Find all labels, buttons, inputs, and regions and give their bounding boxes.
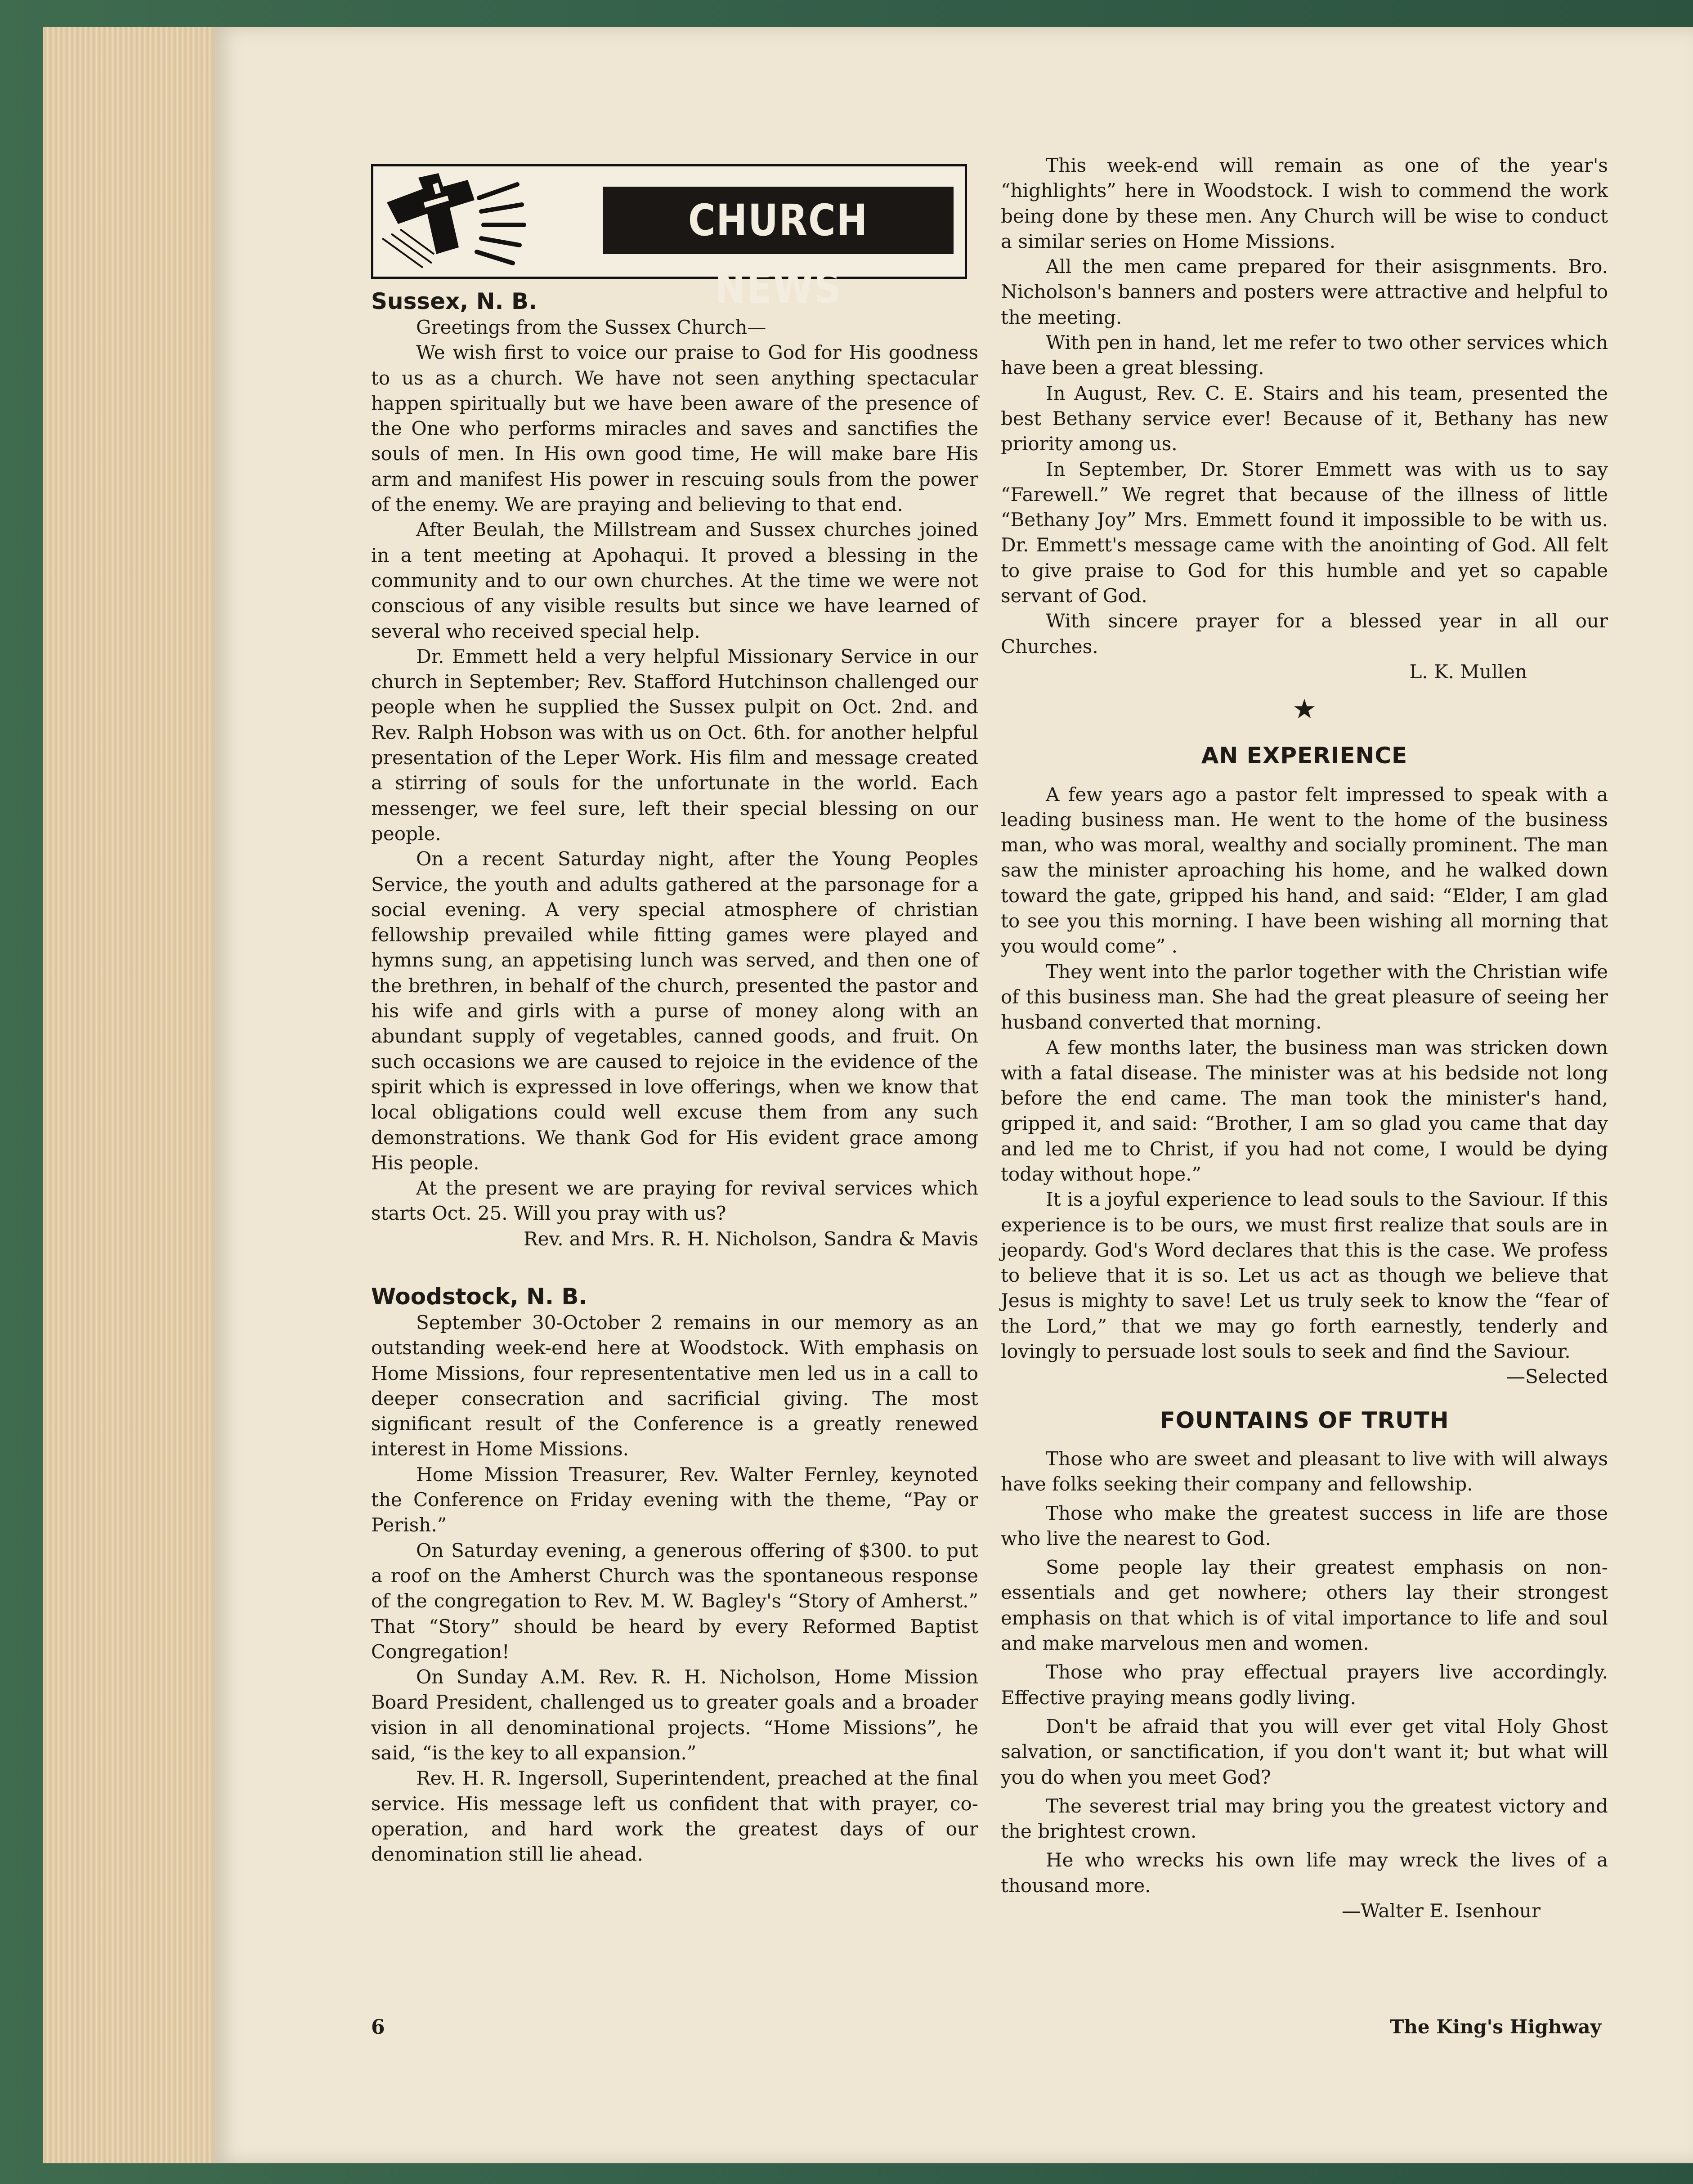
fountains-paragraph: The severest trial may bring you the greatest victory and the brightest crown.: [1001, 1795, 1608, 1843]
sussex-paragraph: We wish first to voice our praise to God for His goodness to us as a church. We have not seen anything spectacular happen spiritually but we have been aware of the presence of the One who performs miracles and saves and sanctifies the souls of men. In His own good time, He will make bare His arm and manifest His power in rescuing souls from the power of the enemy. We are praying and believing to that end.: [371, 341, 978, 516]
woodstock-paragraph: In August, Rev. C. E. Stairs and his team, presented the best Bethany service ever! Because of it, Bethany has new priority among us.: [1001, 382, 1608, 455]
fountains-paragraph: Some people lay their greatest emphasis on non-essentials and get nowhere; others lay their strongest emphasis on that which is of vital importance to life and soul and make marvelous men and women.: [1001, 1556, 1608, 1655]
publication-name: The King's Highway: [1390, 2016, 1601, 2038]
sussex-heading: Sussex, N. B.: [371, 288, 537, 314]
page-number: 6: [371, 2016, 385, 2039]
left-column: [371, 288, 978, 1867]
sussex-paragraph: Dr. Emmett held a very helpful Missionary Service in our church in September; Rev. Stafford Hutchinson challenged our people when he supplied the Sussex pulpit on Oct. 2nd. and Rev. Ralph Hobson was with us on Oct. 6th. for another helpful presentation of the Leper Work. His film and message created a stirring of souls for the unfortunate in the world. Each messenger, we feel sure, left their special blessing on our people.: [371, 645, 978, 845]
fountains-signature: —Walter E. Isenhour: [1341, 1900, 1541, 1922]
fountains-paragraph: He who wrecks his own life may wreck the lives of a thousand more.: [1001, 1849, 1608, 1897]
banner-title: CHURCH NEWS: [688, 195, 869, 313]
right-column: [1001, 153, 1608, 1924]
woodstock-paragraph: With pen in hand, let me refer to two other services which have been a great blessing.: [1001, 331, 1608, 379]
page-edges: [43, 27, 223, 2163]
fountains-paragraph: Those who make the greatest success in life are those who live the nearest to God.: [1001, 1502, 1608, 1549]
sussex-paragraph: After Beulah, the Millstream and Sussex churches joined in a tent meeting at Apohaqui. It proved a blessing in the community and to our own churches. At the time we were not conscious of any visible results but since we have learned of several who received special help.: [371, 519, 978, 642]
woodstock-paragraph: This week-end will remain as one of the year's “highlights” here in Woodstock. I wish to commend the work being done by these men. Any Church will be wise to conduct a similar series on Home Missions.: [1001, 154, 1608, 252]
woodstock-paragraph: On Saturday evening, a generous offering of $300. to put a roof on the Amherst Church was the spontaneous response of the congregation to Rev. M. W. Bagley's “Story of Amherst.” That “Story” should be heard by every Reformed Baptist Congregation!: [371, 1539, 978, 1663]
experience-paragraph: A few years ago a pastor felt impressed to speak with a leading business man. He went to the home of the business man, who was moral, wealthy and socially prominent. The man saw the minister aproaching his home, and he walked down toward the gate, gripped his hand, and said: “Elder, I am glad to see you this morning. I have been wishing all morning that you would come” .: [1001, 783, 1608, 958]
experience-paragraph: They went into the parlor together with the Christian wife of this business man. She had the great pleasure of seeing her husband converted that morning.: [1001, 960, 1608, 1034]
fountains-paragraph: Don't be afraid that you will ever get vital Holy Ghost salvation, or sanctification, if you don't want it; but what will you do when you meet God?: [1001, 1715, 1608, 1788]
star-icon: ★: [1292, 694, 1317, 725]
sussex-paragraph: Greetings from the Sussex Church—: [416, 316, 766, 338]
fountains-heading: FOUNTAINS OF TRUTH: [1160, 1407, 1449, 1433]
woodstock-signature: L. K. Mullen: [1409, 660, 1527, 683]
experience-paragraph: It is a joyful experience to lead souls to the Saviour. If this experience is to be ours, we must first realize that souls are in jeopardy. God's Word declares that this is the case. We profess to believe that it is so. Let us act as though we believe that Jesus is mighty to save! Let us truly seek to know the “fear of the Lord,” that we may go forth earnestly, tenderly and lovingly to persuade lost souls to seek and find the Saviour.: [1001, 1188, 1608, 1363]
woodstock-paragraph: With sincere prayer for a blessed year in all our Churches.: [1001, 610, 1608, 658]
experience-paragraph: A few months later, the business man was stricken down with a fatal disease. The minister was at his bedside not long before the end came. The man took the minister's hand, gripped it, and said: “Brother, I am so glad you came that day and led me to Christ, if you had not come, I would be dying today without hope.”: [1001, 1036, 1608, 1185]
sussex-paragraph: At the present we are praying for revival services which starts Oct. 25. Will you pray with us?: [371, 1177, 978, 1225]
banner-title-box: [603, 187, 954, 313]
sussex-signature: Rev. and Mrs. R. H. Nicholson, Sandra & Mavis: [523, 1227, 978, 1250]
woodstock-paragraph: In September, Dr. Storer Emmett was with us to say “Farewell.” We regret that because of the illness of little “Bethany Joy” Mrs. Emmett found it impossible to be with us. Dr. Emmett's message came with the anointing of God. All felt to give praise to God for this humble and yet so capable servant of God.: [1001, 458, 1608, 607]
experience-credit: —Selected: [1506, 1365, 1608, 1388]
woodstock-heading: Woodstock, N. B.: [371, 1283, 587, 1310]
woodstock-paragraph: September 30-October 2 remains in our memory as an outstanding week-end here at Woodstock. With emphasis on Home Missions, four represententative men led us in a call to deeper consecration and sacrificial giving. The most significant result of the Conference is a greatly renewed interest in Home Missions.: [371, 1311, 978, 1460]
woodstock-paragraph: On Sunday A.M. Rev. R. H. Nicholson, Home Mission Board President, challenged us to greater goals and a broader vision in all denominational projects. “Home Missions”, he said, “is the key to all expansion.”: [371, 1666, 978, 1764]
experience-heading: AN EXPERIENCE: [1201, 743, 1408, 769]
fountains-paragraph: Those who pray effectual prayers live accordingly. Effective praying means godly living.: [1001, 1661, 1608, 1709]
cross-icon: [382, 171, 526, 272]
woodstock-paragraph: All the men came prepared for their asisgnments. Bro. Nicholson's banners and posters were attractive and helpful to the meeting.: [1001, 255, 1608, 328]
sussex-paragraph: On a recent Saturday night, after the Young Peoples Service, the youth and adults gathered at the parsonage for a social evening. A very special atmosphere of christian fellowship prevailed while fitting games were played and hymns sung, an appetising lunch was served, and then one of the brethren, in behalf of the church, presented the pastor and his wife and girls with a purse of money along with an abundant supply of vegetables, canned goods, and fruit. On such occasions we are caused to rejoice in the evidence of the spirit which is expressed in love offerings, when we know that local obligations could well excuse them from any such demonstrations. We thank God for His evident grace among His people.: [371, 848, 978, 1174]
woodstock-paragraph: Rev. H. R. Ingersoll, Superintendent, preached at the final service. His message left us confident that with prayer, co-operation, and hard work the greatest days of our denomination still lie ahead.: [371, 1767, 978, 1866]
woodstock-paragraph: Home Mission Treasurer, Rev. Walter Fernley, keynoted the Conference on Friday evening with the theme, “Pay or Perish.”: [371, 1463, 978, 1536]
fountains-paragraph: Those who are sweet and pleasant to live with will always have folks seeking their company and fellowship.: [1001, 1447, 1608, 1495]
